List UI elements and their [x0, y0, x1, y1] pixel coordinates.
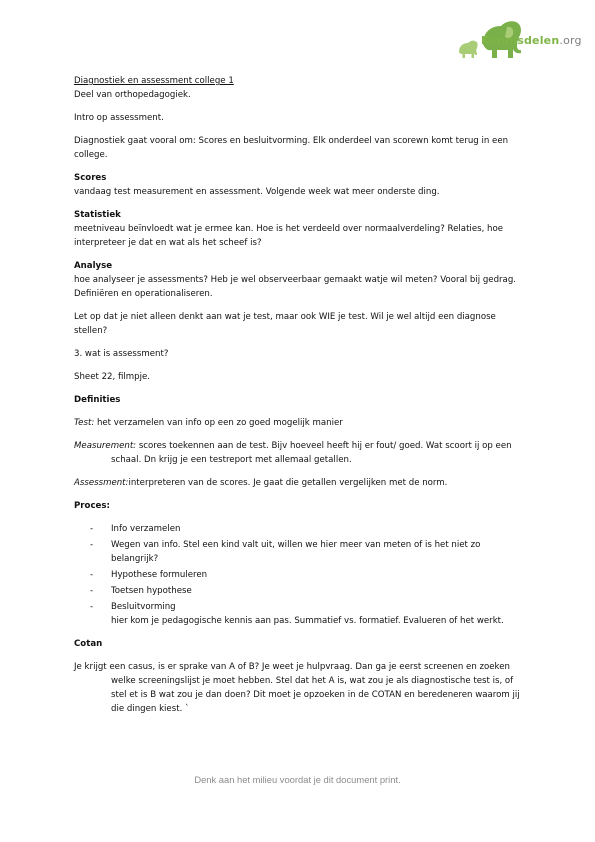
- section-heading-definities: Definities: [74, 395, 121, 405]
- paragraph-statistiek: meetniveau beïnvloedt wat je ermee kan. Hoe is het verdeeld over normaalverdeling? Relaties, hoe interpreteer je dat en wat als het scheef is?: [74, 224, 504, 248]
- list-item: [74, 600, 529, 628]
- paragraph-intro: Intro op assessment.: [74, 113, 164, 123]
- process-note: hier kom je pedagogische kennis aan pas. Summatief vs. formatief. Evalueren of het werkt.: [111, 616, 504, 626]
- document-body: [74, 74, 529, 725]
- definition-term: Measurement:: [74, 441, 137, 451]
- brand-name: Kennisdelen: [481, 34, 560, 47]
- dash-bullet: -: [90, 586, 94, 596]
- definition-term: Test:: [74, 418, 95, 428]
- dash-bullet: -: [90, 570, 94, 580]
- brand-logo[interactable]: [481, 34, 582, 47]
- list-item-text: Besluitvorming: [111, 602, 176, 612]
- dash-bullet: -: [90, 540, 94, 550]
- paragraph-let-op: Let op dat je niet alleen denkt aan wat je test, maar ook WIE je test. Wil je wel altijd een diagnose stellen?: [74, 312, 496, 336]
- dash-bullet: -: [90, 524, 94, 534]
- brand-tld: .org: [559, 34, 582, 47]
- list-item: [74, 538, 529, 566]
- paragraph-cotan: Je krijgt een casus, is er sprake van A of B? Je weet je hulpvraag. Dan ga je eerst screenen en zoeken welke screeningslijst je moet hebben. Stel dat het A is, wat zou je als diagnostische test is, of stel et is B wat zou je dan doen? Dit moet je opzoeken in de COTAN en beredeneren waarom jij die dingen kiest. `: [74, 662, 520, 714]
- section-heading-analyse: Analyse: [74, 261, 113, 271]
- document-subtitle: Deel van orthopedagogiek.: [74, 90, 191, 100]
- paragraph-wat-is-assessment: 3. wat is assessment?: [74, 349, 169, 359]
- list-item-text: Hypothese formuleren: [111, 570, 208, 580]
- paragraph-scores: vandaag test measurement en assessment. Volgende week wat meer onderste ding.: [74, 187, 440, 197]
- section-heading-proces: Proces:: [74, 501, 110, 511]
- section-heading-scores: Scores: [74, 173, 107, 183]
- process-list: [74, 522, 529, 628]
- list-item: [74, 584, 529, 598]
- list-item: [74, 522, 529, 536]
- definition-test: [74, 416, 529, 430]
- list-item: [74, 568, 529, 582]
- definition-assessment: [74, 476, 529, 490]
- section-heading-statistiek: Statistiek: [74, 210, 121, 220]
- dash-bullet: -: [90, 602, 94, 612]
- paragraph-diagnostiek: Diagnostiek gaat vooral om: Scores en besluitvorming. Elk onderdeel van scorewn komt terug in een college.: [74, 136, 509, 160]
- paragraph-analyse: hoe analyseer je assessments? Heb je wel observeerbaar gemaakt watje wil meten? Vooral bij gedrag. Definiëren en operationaliseren.: [74, 275, 517, 299]
- list-item-text: Info verzamelen: [111, 524, 181, 534]
- definition-text: scores toekennen aan de test. Bijv hoeveel heeft hij er fout/ goed. Wat scoort ij op een schaal. Dn krijg je een testreport met allemaal getallen.: [111, 441, 512, 465]
- paragraph-sheet: Sheet 22, filmpje.: [74, 372, 151, 382]
- small-elephant-icon: [459, 41, 478, 58]
- definition-text: interpreteren van de scores. Je gaat die getallen vergelijken met de norm.: [128, 478, 448, 488]
- section-heading-cotan: Cotan: [74, 639, 103, 649]
- list-item-text: Toetsen hypothese: [111, 586, 192, 596]
- document-title: Diagnostiek en assessment college 1: [74, 76, 234, 86]
- list-item-text: Wegen van info. Stel een kind valt uit, willen we hier meer van meten of is het niet zo belangrijk?: [111, 540, 481, 564]
- definition-text: het verzamelen van info op een zo goed mogelijk manier: [94, 418, 343, 428]
- footer-note: Denk aan het milieu voordat je dit document print.: [194, 774, 401, 785]
- definition-term: Assessment:: [74, 478, 129, 488]
- definition-measurement: [74, 439, 529, 467]
